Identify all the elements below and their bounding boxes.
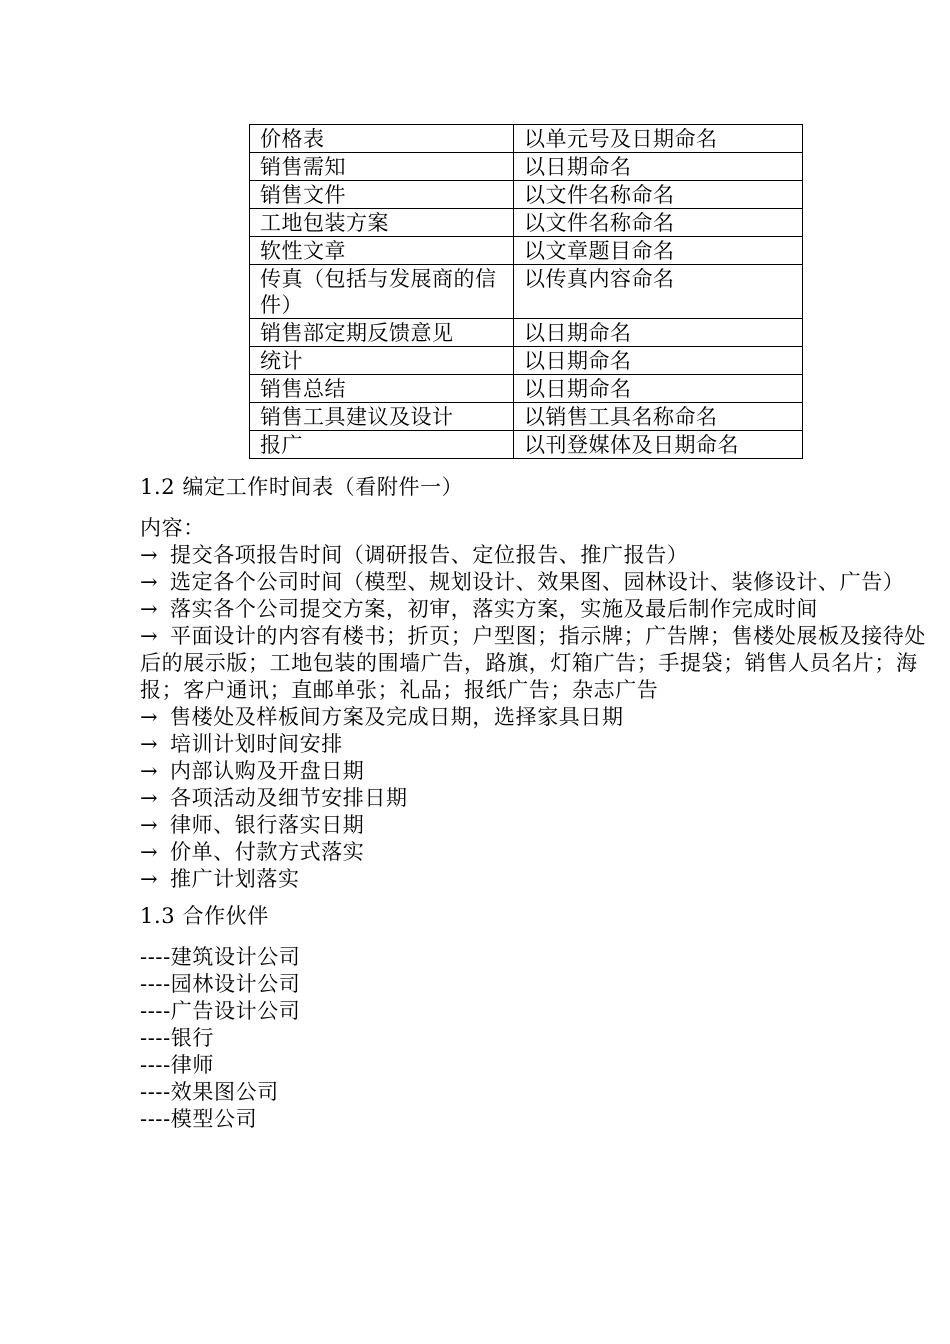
list-item-text: 售楼处及样板间方案及完成日期，选择家具日期 (170, 705, 624, 729)
list-item (140, 866, 930, 893)
partner-item: ----模型公司 (140, 1107, 258, 1131)
list-item (140, 623, 930, 704)
list-item-text: 选定各个公司时间（模型、规划设计、效果图、园林设计、装修设计、广告） (170, 570, 905, 594)
list-item (140, 569, 930, 596)
partner-item: ----效果图公司 (140, 1080, 279, 1104)
list-item (140, 839, 930, 866)
table-row (250, 403, 803, 431)
content-label: 内容： (140, 516, 205, 540)
table-row (250, 319, 803, 347)
list-item-text: 落实各个公司提交方案，初审，落实方案，实施及最后制作完成时间 (170, 597, 818, 621)
partner-item: ----银行 (140, 1026, 214, 1050)
table-cell-item: 报广 (250, 431, 514, 459)
table-cell-naming: 以销售工具名称命名 (514, 403, 803, 431)
list-item-text: 推广计划落实 (170, 867, 300, 891)
table-row (250, 265, 803, 319)
list-item-text: 各项活动及细节安排日期 (170, 786, 408, 810)
arrow-icon: → (140, 813, 159, 837)
table-cell-naming: 以日期命名 (514, 375, 803, 403)
table-row (250, 209, 803, 237)
partner-item: ----广告设计公司 (140, 999, 301, 1023)
section-heading-1-3: 1.3 合作伙伴 (140, 904, 269, 928)
table-cell-item: 统计 (250, 347, 514, 375)
table-row (250, 431, 803, 459)
arrow-icon: → (140, 867, 159, 891)
naming-rules-table (249, 124, 803, 459)
document-body (140, 474, 930, 1133)
table-cell-naming: 以文件名称命名 (514, 209, 803, 237)
list-item-text: 提交各项报告时间（调研报告、定位报告、推广报告） (170, 543, 689, 567)
list-item (140, 596, 930, 623)
table-cell-item: 销售部定期反馈意见 (250, 319, 514, 347)
table-cell-item: 软性文章 (250, 237, 514, 265)
list-item-text: 律师、银行落实日期 (170, 813, 365, 837)
table-row (250, 153, 803, 181)
table-cell-item: 销售文件 (250, 181, 514, 209)
list-item (140, 785, 930, 812)
table-row (250, 181, 803, 209)
table-cell-naming: 以单元号及日期命名 (514, 125, 803, 153)
table-cell-naming: 以日期命名 (514, 153, 803, 181)
list-item (140, 731, 930, 758)
table-row (250, 125, 803, 153)
partner-item: ----建筑设计公司 (140, 945, 301, 969)
section-heading-1-2: 1.2 编定工作时间表（看附件一） (140, 475, 464, 499)
table-cell-item: 销售需知 (250, 153, 514, 181)
table-cell-item: 销售工具建议及设计 (250, 403, 514, 431)
arrow-icon: → (140, 705, 159, 729)
table-cell-naming: 以日期命名 (514, 319, 803, 347)
list-item (140, 542, 930, 569)
table-cell-naming: 以文章题目命名 (514, 237, 803, 265)
table-cell-item: 销售总结 (250, 375, 514, 403)
arrow-icon: → (140, 597, 159, 621)
table-cell-item: 传真（包括与发展商的信件） (250, 265, 514, 319)
arrow-icon: → (140, 732, 159, 756)
table-cell-naming: 以文件名称命名 (514, 181, 803, 209)
list-item-text: 价单、付款方式落实 (170, 840, 365, 864)
table-cell-naming: 以刊登媒体及日期命名 (514, 431, 803, 459)
table-row (250, 237, 803, 265)
partner-item: ----园林设计公司 (140, 972, 301, 996)
list-item-text: 内部认购及开盘日期 (170, 759, 365, 783)
table-cell-naming: 以传真内容命名 (514, 265, 803, 319)
arrow-icon: → (140, 624, 159, 648)
list-item-text: 培训计划时间安排 (170, 732, 343, 756)
partner-item: ----律师 (140, 1053, 214, 1077)
table-cell-item: 价格表 (250, 125, 514, 153)
table-cell-naming: 以日期命名 (514, 347, 803, 375)
arrow-icon: → (140, 840, 159, 864)
arrow-icon: → (140, 570, 159, 594)
list-item (140, 704, 930, 731)
list-item (140, 758, 930, 785)
arrow-icon: → (140, 759, 159, 783)
partners-list (140, 944, 930, 1133)
list-item-text: 平面设计的内容有楼书；折页；户型图；指示牌；广告牌；售楼处展板及接待处后的展示版；工地包装的围墙广告，路旗，灯箱广告；手提袋；销售人员名片；海报；客户通讯；直邮单张；礼品；报纸广告；杂志广告 (140, 624, 926, 702)
arrow-icon: → (140, 543, 159, 567)
arrow-icon: → (140, 786, 159, 810)
table-row (250, 347, 803, 375)
table-cell-item: 工地包装方案 (250, 209, 514, 237)
table-row (250, 375, 803, 403)
list-item (140, 812, 930, 839)
